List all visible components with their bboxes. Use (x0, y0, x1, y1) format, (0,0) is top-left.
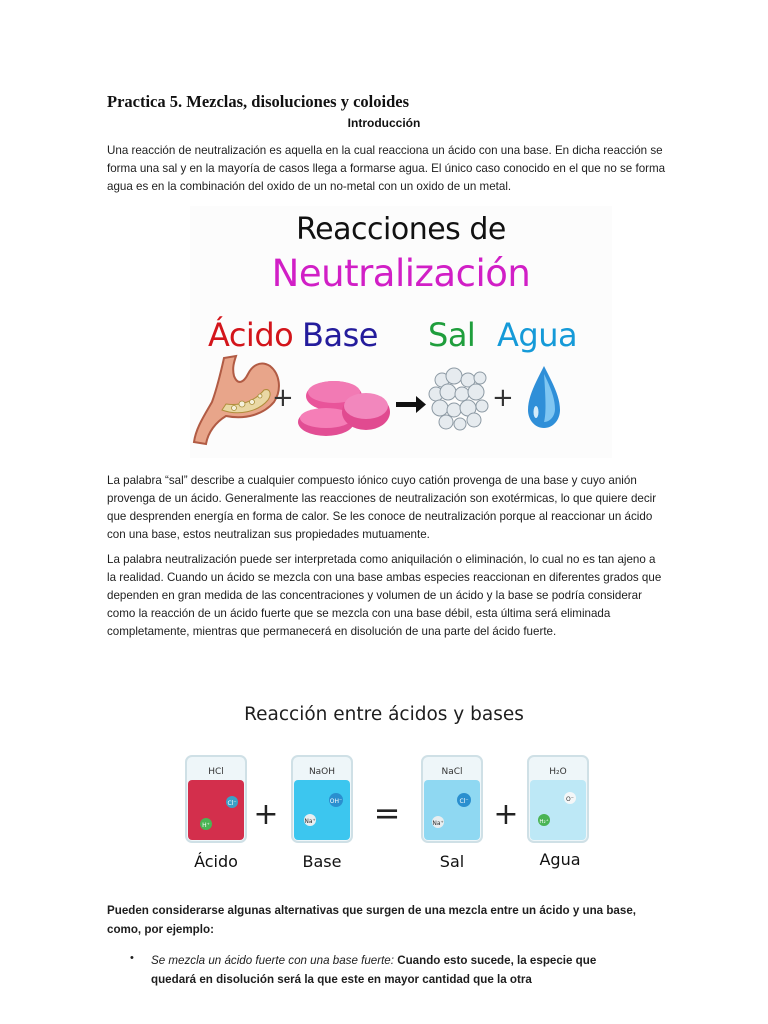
ion-oh: OH⁻ (329, 798, 343, 805)
beaker-naoh (292, 756, 352, 842)
beaker-hcl (186, 756, 246, 842)
pills-icon (298, 381, 390, 436)
ion-o: O⁻ (566, 796, 574, 803)
paragraph-alternatives: Pueden considerarse algunas alternativas que surgen de una mezcla entre un ácido y una base, como, por ejemplo: (107, 904, 636, 936)
equals-sign: = (373, 794, 401, 832)
word-base: Base (302, 316, 378, 354)
plus-sign-4: + (493, 797, 519, 832)
section-heading: Introducción (347, 116, 421, 130)
beaker-nacl-formula: NaCl (441, 767, 463, 777)
ion-na-salt: Na⁺ (432, 820, 444, 827)
label-salt: Sal (439, 852, 465, 871)
acid-base-reaction-diagram (180, 752, 600, 852)
word-salt: Sal (428, 316, 476, 354)
word-water: Agua (497, 316, 578, 354)
beaker-h2o (528, 756, 588, 842)
figure1-title-line1: Reacciones de (296, 212, 506, 247)
neutralization-figure (190, 206, 612, 458)
arrow-icon (396, 396, 426, 413)
beaker-h2o-formula: H₂O (549, 767, 567, 777)
salt-crystals-icon (429, 368, 488, 430)
figure1-title-line2: Neutralización (271, 252, 531, 295)
label-base: Base (302, 852, 342, 871)
page-title: Practica 5. Mezclas, disoluciones y coloides (107, 92, 409, 111)
paragraph-salt: La palabra “sal” describe a cualquier compuesto iónico cuyo catión provenga de una base y cuyo anión provenga de un ácido. Generalmente las reacciones de neutralización son exotérmicas, lo que quiere decir que desprenden energía en forma de calor. Se les conoce de neutralización porque al reaccionar un ácido con una base, estos neutralizan sus propiedades mutuamente. (107, 474, 657, 542)
plus-sign-2: + (492, 383, 514, 413)
bullet-item-lead: Se mezcla un ácido fuerte con una base fuerte: (151, 954, 394, 967)
paragraph-intro: Una reacción de neutralización es aquella en la cual reacciona un ácido con una base. En dicha reacción se forma una sal y en la mayoría de casos llega a formarse agua. El único caso conocido en el que no se forma agua es en la combinación del oxido de un no-metal con un oxido de un metal. (107, 144, 666, 194)
beaker-naoh-formula: NaOH (308, 767, 336, 777)
water-drop-icon (528, 366, 560, 428)
paragraph-neutralization: La palabra neutralización puede ser interpretada como aniquilación o eliminación, lo cual no es tan ajeno a la realidad. Cuando un ácido se mezcla con una base ambas especies reaccionan en diferentes grados que dependen en gran medida de las concentraciones y volumen de un ácido y la base se podría considerar como la reacción de un ácido fuerte que se mezcla con una base débil, esta última será eliminada completamente, mientras que permanecerá en disolución de una parte del ácido fuerte. (107, 553, 662, 639)
ion-cl: Cl⁻ (227, 800, 237, 807)
ion-na: Na⁺ (304, 818, 316, 825)
label-acid: Ácido (194, 852, 238, 871)
ion-cl-salt: Cl⁻ (459, 798, 469, 805)
plus-sign-3: + (253, 797, 279, 832)
bullet-item-body: Cuando esto sucede, la especie que quedará en disolución será la que este en mayor cantidad que la otra (151, 954, 597, 986)
beaker-nacl (422, 756, 482, 842)
bullet-item (151, 951, 631, 989)
ion-h2: H₂⁺ (539, 819, 549, 825)
beaker-hcl-formula: HCl (208, 767, 224, 777)
plus-sign-1: + (272, 383, 294, 413)
bullet-marker: • (130, 952, 134, 964)
ion-h: H⁺ (202, 822, 210, 829)
word-acid: Ácido (208, 316, 294, 354)
label-water: Agua (539, 850, 581, 869)
figure2-title: Reacción entre ácidos y bases (244, 704, 524, 725)
stomach-icon (194, 356, 279, 444)
